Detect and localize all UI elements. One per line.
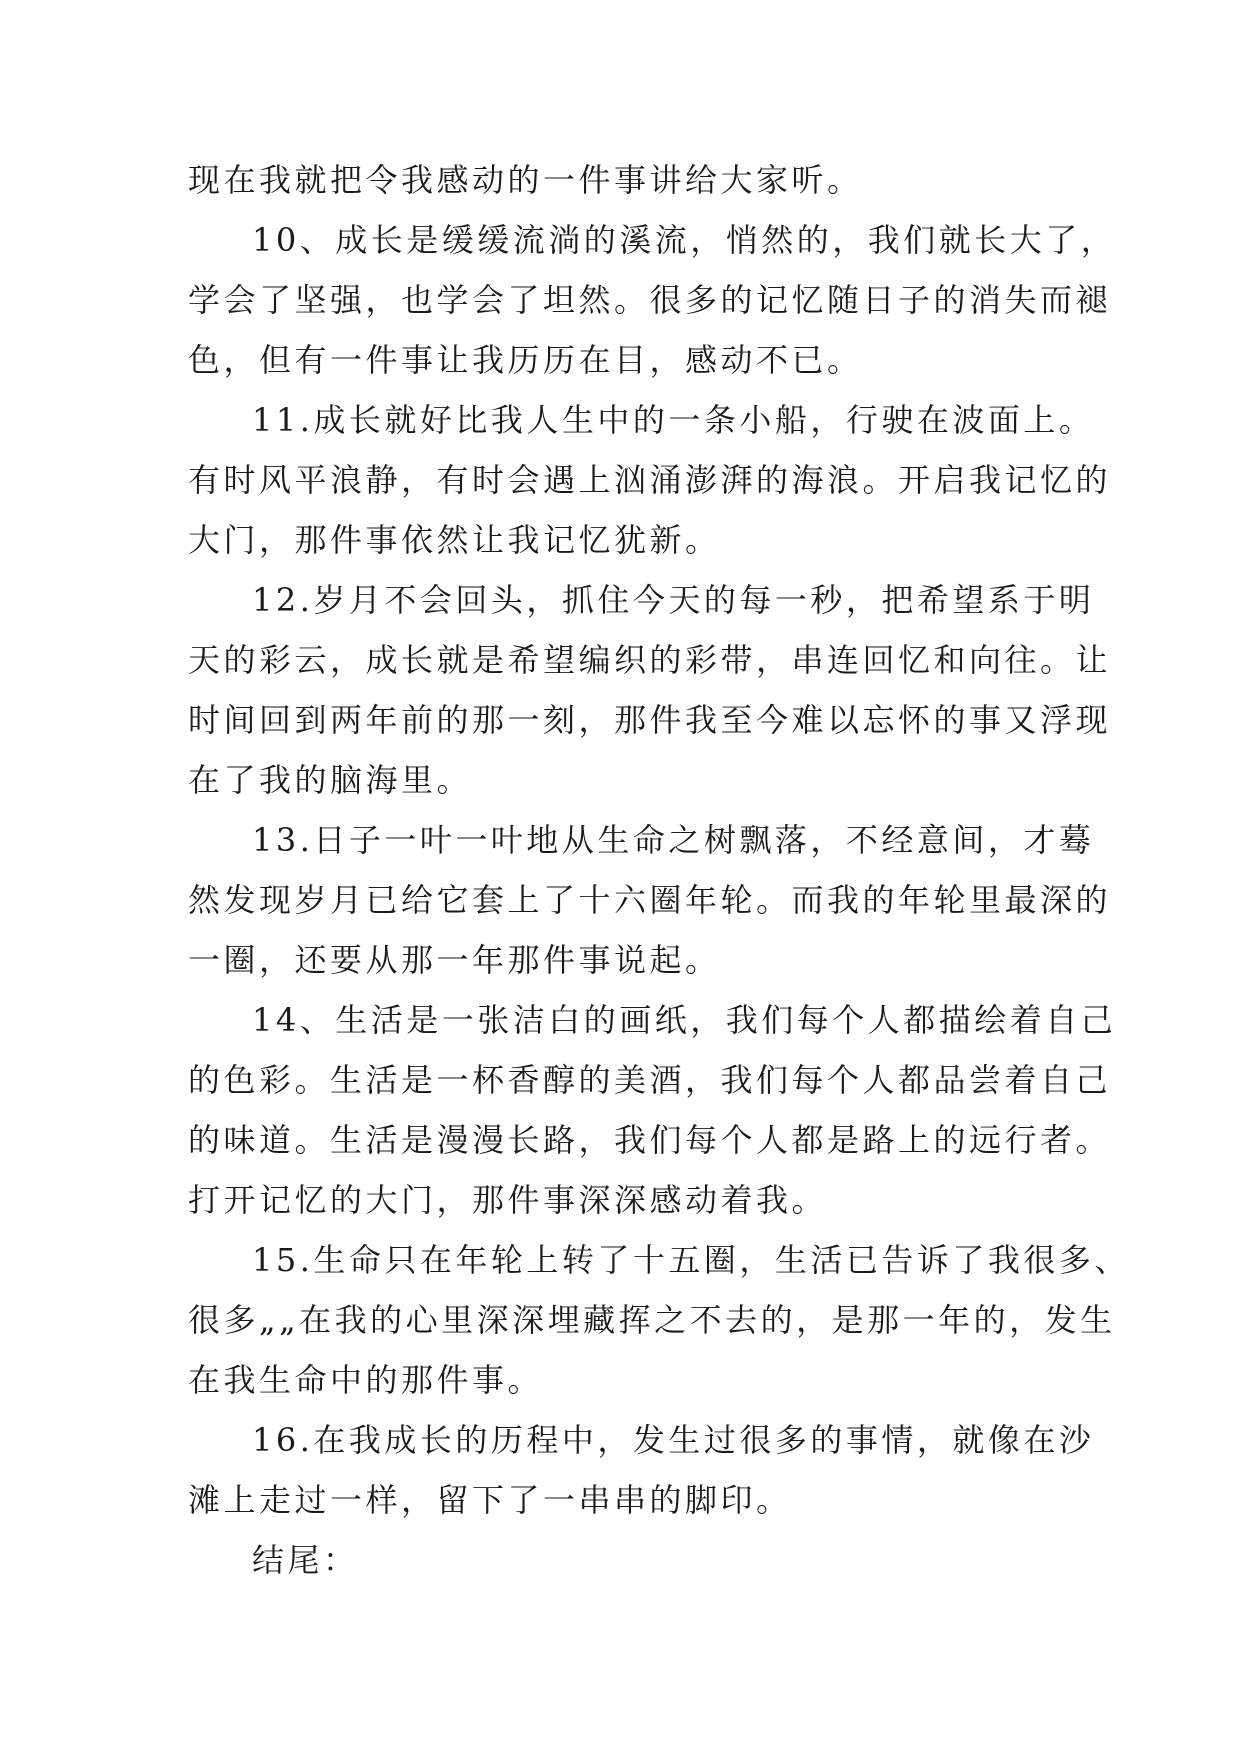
text-line: 色，但有一件事让我历历在目，感动不已。 [188,341,863,379]
text-line: 13.日子一叶一叶地从生命之树飘落，不经意间，才蓦 [252,821,1095,859]
text-line: 然发现岁月已给它套上了十六圈年轮。而我的年轮里最深的 [188,881,1112,919]
text-line: 16.在我成长的历程中，发生过很多的事情，就像在沙 [252,1421,1095,1459]
text-line: 打开记忆的大门，那件事深深感动着我。 [188,1181,828,1219]
text-line: 天的彩云，成长就是希望编织的彩带，串连回忆和向往。让 [188,641,1112,679]
text-line: 14、生活是一张洁白的画纸，我们每个人都描绘着自己 [252,1001,1117,1039]
text-line: 在了我的脑海里。 [188,761,473,799]
text-line: 的味道。生活是漫漫长路，我们每个人都是路上的远行者。 [188,1121,1112,1159]
body-text [188,150,1130,1590]
text-line: 时间回到两年前的那一刻，那件我至今难以忘怀的事又浮现 [188,701,1112,739]
text-line: 学会了坚强，也学会了坦然。很多的记忆随日子的消失而褪 [188,281,1112,319]
text-line: 在我生命中的那件事。 [188,1361,544,1399]
text-line: 的色彩。生活是一杯香醇的美酒，我们每个人都品尝着自己 [188,1061,1112,1099]
text-line: 10、成长是缓缓流淌的溪流，悄然的，我们就长大了， [252,221,1117,259]
text-line: 大门，那件事依然让我记忆犹新。 [188,521,721,559]
text-line: 12.岁月不会回头，抓住今天的每一秒，把希望系于明 [252,581,1095,619]
text-line: 11.成长就好比我人生中的一条小船，行驶在波面上。 [252,401,1095,439]
text-line: 有时风平浪静，有时会遇上汹涌澎湃的海浪。开启我记忆的 [188,461,1112,499]
text-line: 一圈，还要从那一年那件事说起。 [188,941,721,979]
section-heading: 结尾： [252,1541,359,1579]
text-line: 滩上走过一样，留下了一串串的脚印。 [188,1481,792,1519]
text-line: 15.生命只在年轮上转了十五圈，生活已告诉了我很多、 [252,1241,1130,1279]
text-line: 现在我就把令我感动的一件事讲给大家听。 [188,161,863,199]
text-line: 很多„„在我的心里深深埋藏挥之不去的，是那一年的，发生 [188,1301,1116,1339]
